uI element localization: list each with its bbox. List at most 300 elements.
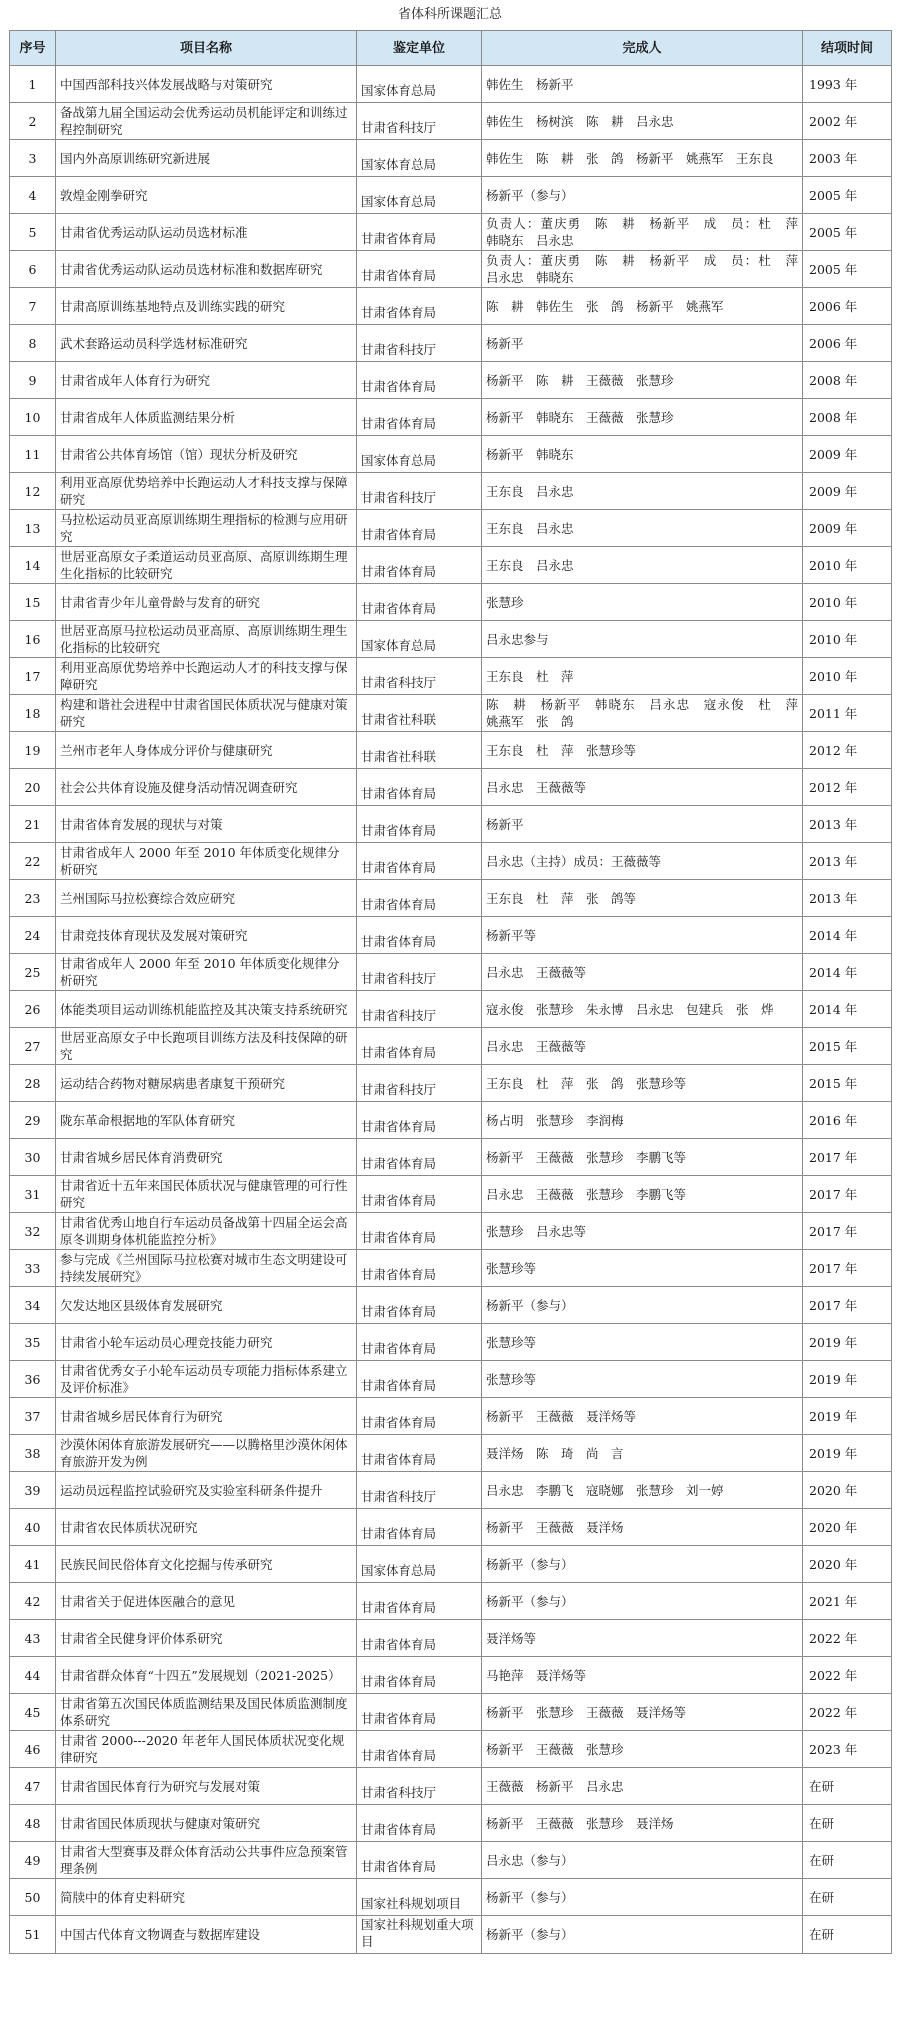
row-number-cell: 26 <box>10 991 56 1028</box>
completers-cell: 张慧珍等 <box>482 1250 803 1287</box>
table-row <box>10 1472 892 1509</box>
completers-cell: 韩佐生 杨树滨 陈 耕 吕永忠 <box>482 103 803 140</box>
row-number-cell: 27 <box>10 1028 56 1065</box>
table-row <box>10 103 892 140</box>
row-number-cell: 29 <box>10 1102 56 1139</box>
completers-cell: 王东良 吕永忠 <box>482 547 803 584</box>
project-name-cell: 敦煌金刚拳研究 <box>56 177 357 214</box>
row-number-cell: 39 <box>10 1472 56 1509</box>
completers-cell: 陈 耕 韩佐生 张 鸽 杨新平 姚燕军 <box>482 288 803 325</box>
row-number-cell: 16 <box>10 621 56 658</box>
appraisal-unit-cell: 甘肃省体育局 <box>357 1139 482 1176</box>
project-name-cell: 甘肃省青少年儿童骨龄与发育的研究 <box>56 584 357 621</box>
completers-cell: 张慧珍等 <box>482 1324 803 1361</box>
completers-cell: 杨新平 王薇薇 聂洋炀 <box>482 1509 803 1546</box>
appraisal-unit-cell: 甘肃省体育局 <box>357 1287 482 1324</box>
project-name-cell: 甘肃省成年人体质监测结果分析 <box>56 399 357 436</box>
row-number-cell: 11 <box>10 436 56 473</box>
completion-year-cell: 2015 年 <box>803 1028 892 1065</box>
completers-cell: 王东良 杜 萍 张慧珍等 <box>482 732 803 769</box>
project-name-cell: 欠发达地区县级体育发展研究 <box>56 1287 357 1324</box>
completion-year-cell: 2023 年 <box>803 1731 892 1768</box>
row-number-cell: 33 <box>10 1250 56 1287</box>
table-row <box>10 732 892 769</box>
table-row <box>10 510 892 547</box>
header-year: 结项时间 <box>803 31 892 66</box>
completion-year-cell: 2022 年 <box>803 1620 892 1657</box>
completion-year-cell: 2006 年 <box>803 288 892 325</box>
completers-cell: 韩佐生 陈 耕 张 鸽 杨新平 姚燕军 王东良 <box>482 140 803 177</box>
project-name-cell: 中国古代体育文物调查与数据库建设 <box>56 1916 357 1954</box>
completion-year-cell: 在研 <box>803 1842 892 1879</box>
project-name-cell: 甘肃省优秀山地自行车运动员备战第十四届全运会高原冬训期身体机能监控分析》 <box>56 1213 357 1250</box>
project-name-cell: 社会公共体育设施及健身活动情况调查研究 <box>56 769 357 806</box>
completers-cell: 杨占明 张慧珍 李润梅 <box>482 1102 803 1139</box>
row-number-cell: 51 <box>10 1916 56 1954</box>
row-number-cell: 20 <box>10 769 56 806</box>
appraisal-unit-cell: 甘肃省科技厅 <box>357 658 482 695</box>
completers-cell: 杨新平（参与） <box>482 1583 803 1620</box>
row-number-cell: 10 <box>10 399 56 436</box>
row-number-cell: 34 <box>10 1287 56 1324</box>
row-number-cell: 12 <box>10 473 56 510</box>
project-name-cell: 世居亚高原马拉松运动员亚高原、高原训练期生理生化指标的比较研究 <box>56 621 357 658</box>
completers-cell: 张慧珍等 <box>482 1361 803 1398</box>
completion-year-cell: 在研 <box>803 1768 892 1805</box>
project-name-cell: 甘肃竞技体育现状及发展对策研究 <box>56 917 357 954</box>
completion-year-cell: 2019 年 <box>803 1324 892 1361</box>
completers-cell: 杨新平 <box>482 325 803 362</box>
completion-year-cell: 2017 年 <box>803 1287 892 1324</box>
table-row <box>10 399 892 436</box>
table-row <box>10 362 892 399</box>
row-number-cell: 15 <box>10 584 56 621</box>
completers-cell: 杨新平（参与） <box>482 1546 803 1583</box>
appraisal-unit-cell: 甘肃省体育局 <box>357 547 482 584</box>
completers-cell: 王东良 吕永忠 <box>482 473 803 510</box>
table-row <box>10 843 892 880</box>
project-name-cell: 甘肃省城乡居民体育行为研究 <box>56 1398 357 1435</box>
table-row <box>10 880 892 917</box>
table-row <box>10 1176 892 1213</box>
completers-cell: 陈 耕 杨新平 韩晓东 吕永忠 寇永俊 杜 萍 姚燕军 张 鸽 <box>482 695 803 732</box>
table-body <box>10 66 892 1954</box>
row-number-cell: 32 <box>10 1213 56 1250</box>
appraisal-unit-cell: 甘肃省体育局 <box>357 288 482 325</box>
table-row <box>10 1435 892 1472</box>
completion-year-cell: 2016 年 <box>803 1102 892 1139</box>
table-row <box>10 917 892 954</box>
completion-year-cell: 2017 年 <box>803 1213 892 1250</box>
completers-cell: 张慧珍 吕永忠等 <box>482 1213 803 1250</box>
appraisal-unit-cell: 甘肃省体育局 <box>357 1657 482 1694</box>
table-row <box>10 806 892 843</box>
completion-year-cell: 2013 年 <box>803 843 892 880</box>
table-row <box>10 547 892 584</box>
row-number-cell: 18 <box>10 695 56 732</box>
row-number-cell: 22 <box>10 843 56 880</box>
appraisal-unit-cell: 甘肃省科技厅 <box>357 103 482 140</box>
table-row <box>10 658 892 695</box>
project-name-cell: 兰州国际马拉松赛综合效应研究 <box>56 880 357 917</box>
table-row <box>10 473 892 510</box>
project-name-cell: 甘肃省全民健身评价体系研究 <box>56 1620 357 1657</box>
row-number-cell: 13 <box>10 510 56 547</box>
appraisal-unit-cell: 甘肃省体育局 <box>357 1583 482 1620</box>
project-name-cell: 甘肃省公共体育场馆（馆）现状分析及研究 <box>56 436 357 473</box>
appraisal-unit-cell: 甘肃省体育局 <box>357 251 482 288</box>
row-number-cell: 19 <box>10 732 56 769</box>
completers-cell: 吕永忠（参与） <box>482 1842 803 1879</box>
appraisal-unit-cell: 甘肃省体育局 <box>357 1361 482 1398</box>
completion-year-cell: 2014 年 <box>803 991 892 1028</box>
completers-cell: 吕永忠 李鹏飞 寇晓娜 张慧珍 刘一婷 <box>482 1472 803 1509</box>
project-name-cell: 甘肃省成年人 2000 年至 2010 年体质变化规律分析研究 <box>56 954 357 991</box>
table-row <box>10 251 892 288</box>
completion-year-cell: 2019 年 <box>803 1398 892 1435</box>
table-row <box>10 695 892 732</box>
appraisal-unit-cell: 甘肃省体育局 <box>357 1435 482 1472</box>
header-name: 项目名称 <box>56 31 357 66</box>
table-row <box>10 621 892 658</box>
project-name-cell: 参与完成《兰州国际马拉松赛对城市生态文明建设可持续发展研究》 <box>56 1250 357 1287</box>
completers-cell: 杨新平（参与） <box>482 1916 803 1954</box>
appraisal-unit-cell: 甘肃省体育局 <box>357 917 482 954</box>
completion-year-cell: 2017 年 <box>803 1139 892 1176</box>
appraisal-unit-cell: 国家体育总局 <box>357 140 482 177</box>
project-name-cell: 世居亚高原女子中长跑项目训练方法及科技保障的研究 <box>56 1028 357 1065</box>
row-number-cell: 14 <box>10 547 56 584</box>
completion-year-cell: 2009 年 <box>803 436 892 473</box>
row-number-cell: 7 <box>10 288 56 325</box>
row-number-cell: 24 <box>10 917 56 954</box>
table-caption: 省体科所课题汇总 <box>397 7 502 22</box>
project-name-cell: 陇东革命根据地的军队体育研究 <box>56 1102 357 1139</box>
row-number-cell: 42 <box>10 1583 56 1620</box>
table-row <box>10 177 892 214</box>
completion-year-cell: 2019 年 <box>803 1361 892 1398</box>
completers-cell: 杨新平 张慧珍 王薇薇 聂洋炀等 <box>482 1694 803 1731</box>
completers-cell: 杨新平等 <box>482 917 803 954</box>
table-row <box>10 1102 892 1139</box>
row-number-cell: 1 <box>10 66 56 103</box>
appraisal-unit-cell: 国家体育总局 <box>357 1546 482 1583</box>
project-name-cell: 简牍中的体育史料研究 <box>56 1879 357 1916</box>
table-row <box>10 1213 892 1250</box>
table-header-row <box>10 31 892 66</box>
project-name-cell: 甘肃高原训练基地特点及训练实践的研究 <box>56 288 357 325</box>
completers-cell: 杨新平 陈 耕 王薇薇 张慧珍 <box>482 362 803 399</box>
project-name-cell: 运动结合药物对糖尿病患者康复干预研究 <box>56 1065 357 1102</box>
table-row <box>10 1509 892 1546</box>
appraisal-unit-cell: 甘肃省科技厅 <box>357 1065 482 1102</box>
appraisal-unit-cell: 甘肃省体育局 <box>357 1176 482 1213</box>
completion-year-cell: 2014 年 <box>803 917 892 954</box>
table-row <box>10 1879 892 1916</box>
row-number-cell: 49 <box>10 1842 56 1879</box>
appraisal-unit-cell: 甘肃省社科联 <box>357 732 482 769</box>
table-row <box>10 1694 892 1731</box>
row-number-cell: 46 <box>10 1731 56 1768</box>
table-row <box>10 1546 892 1583</box>
appraisal-unit-cell: 甘肃省体育局 <box>357 806 482 843</box>
header-unit: 鉴定单位 <box>357 31 482 66</box>
completers-cell: 王东良 杜 萍 <box>482 658 803 695</box>
project-name-cell: 甘肃省城乡居民体育消费研究 <box>56 1139 357 1176</box>
appraisal-unit-cell: 甘肃省体育局 <box>357 1805 482 1842</box>
completion-year-cell: 2010 年 <box>803 547 892 584</box>
table-row <box>10 1287 892 1324</box>
completion-year-cell: 2009 年 <box>803 510 892 547</box>
completion-year-cell: 2013 年 <box>803 880 892 917</box>
project-name-cell: 民族民间民俗体育文化挖掘与传承研究 <box>56 1546 357 1583</box>
completers-cell: 杨新平 王薇薇 张慧珍 <box>482 1731 803 1768</box>
row-number-cell: 50 <box>10 1879 56 1916</box>
project-name-cell: 利用亚高原优势培养中长跑运动人才的科技支撑与保障研究 <box>56 658 357 695</box>
completers-cell: 吕永忠（主持）成员：王薇薇等 <box>482 843 803 880</box>
row-number-cell: 44 <box>10 1657 56 1694</box>
appraisal-unit-cell: 甘肃省科技厅 <box>357 1472 482 1509</box>
header-no: 序号 <box>10 31 56 66</box>
completers-cell: 吕永忠 王薇薇等 <box>482 769 803 806</box>
row-number-cell: 28 <box>10 1065 56 1102</box>
appraisal-unit-cell: 国家体育总局 <box>357 436 482 473</box>
completers-cell: 杨新平（参与） <box>482 177 803 214</box>
completers-cell: 杨新平 王薇薇 张慧珍 李鹏飞等 <box>482 1139 803 1176</box>
table-row <box>10 1731 892 1768</box>
appraisal-unit-cell: 甘肃省科技厅 <box>357 991 482 1028</box>
completion-year-cell: 2020 年 <box>803 1546 892 1583</box>
project-name-cell: 甘肃省优秀运动队运动员选材标准和数据库研究 <box>56 251 357 288</box>
completion-year-cell: 2011 年 <box>803 695 892 732</box>
table-row <box>10 214 892 251</box>
row-number-cell: 43 <box>10 1620 56 1657</box>
row-number-cell: 30 <box>10 1139 56 1176</box>
appraisal-unit-cell: 甘肃省体育局 <box>357 1731 482 1768</box>
completers-cell: 负责人：董庆勇 陈 耕 杨新平 成 员：杜 萍 韩晓东 吕永忠 <box>482 214 803 251</box>
appraisal-unit-cell: 甘肃省体育局 <box>357 510 482 547</box>
project-name-cell: 甘肃省优秀运动队运动员选材标准 <box>56 214 357 251</box>
project-name-cell: 甘肃省第五次国民体质监测结果及国民体质监测制度体系研究 <box>56 1694 357 1731</box>
completers-cell: 杨新平 <box>482 806 803 843</box>
project-name-cell: 兰州市老年人身体成分评价与健康研究 <box>56 732 357 769</box>
table-row <box>10 1324 892 1361</box>
completion-year-cell: 2005 年 <box>803 177 892 214</box>
completers-cell: 吕永忠参与 <box>482 621 803 658</box>
appraisal-unit-cell: 甘肃省体育局 <box>357 1842 482 1879</box>
appraisal-unit-cell: 甘肃省体育局 <box>357 214 482 251</box>
row-number-cell: 5 <box>10 214 56 251</box>
completers-cell: 杨新平 韩晓东 王薇薇 张慧珍 <box>482 399 803 436</box>
project-name-cell: 中国西部科技兴体发展战略与对策研究 <box>56 66 357 103</box>
row-number-cell: 8 <box>10 325 56 362</box>
completion-year-cell: 2019 年 <box>803 1435 892 1472</box>
table-row <box>10 1620 892 1657</box>
row-number-cell: 47 <box>10 1768 56 1805</box>
row-number-cell: 38 <box>10 1435 56 1472</box>
appraisal-unit-cell: 甘肃省体育局 <box>357 1509 482 1546</box>
completers-cell: 马艳萍 聂洋炀等 <box>482 1657 803 1694</box>
completion-year-cell: 2020 年 <box>803 1472 892 1509</box>
appraisal-unit-cell: 国家社科规划重大项目 <box>357 1916 482 1954</box>
completion-year-cell: 在研 <box>803 1879 892 1916</box>
appraisal-unit-cell: 甘肃省社科联 <box>357 695 482 732</box>
completers-cell: 杨新平 王薇薇 聂洋炀等 <box>482 1398 803 1435</box>
table-row <box>10 1805 892 1842</box>
completion-year-cell: 2020 年 <box>803 1509 892 1546</box>
completers-cell: 吕永忠 王薇薇等 <box>482 1028 803 1065</box>
appraisal-unit-cell: 甘肃省体育局 <box>357 843 482 880</box>
appraisal-unit-cell: 甘肃省体育局 <box>357 1028 482 1065</box>
completion-year-cell: 2012 年 <box>803 769 892 806</box>
row-number-cell: 35 <box>10 1324 56 1361</box>
row-number-cell: 36 <box>10 1361 56 1398</box>
completion-year-cell: 2017 年 <box>803 1176 892 1213</box>
completers-cell: 杨新平（参与） <box>482 1879 803 1916</box>
table-row <box>10 991 892 1028</box>
table-row <box>10 1139 892 1176</box>
project-name-cell: 甘肃省 2000---2020 年老年人国民体质状况变化规律研究 <box>56 1731 357 1768</box>
appraisal-unit-cell: 甘肃省科技厅 <box>357 325 482 362</box>
project-name-cell: 甘肃省群众体育“十四五”发展规划（2021-2025） <box>56 1657 357 1694</box>
completers-cell: 杨新平 王薇薇 张慧珍 聂洋炀 <box>482 1805 803 1842</box>
project-name-cell: 运动员远程监控试验研究及实验室科研条件提升 <box>56 1472 357 1509</box>
project-name-cell: 甘肃省成年人体育行为研究 <box>56 362 357 399</box>
row-number-cell: 41 <box>10 1546 56 1583</box>
completion-year-cell: 1993 年 <box>803 66 892 103</box>
row-number-cell: 17 <box>10 658 56 695</box>
row-number-cell: 9 <box>10 362 56 399</box>
completers-cell: 王东良 吕永忠 <box>482 510 803 547</box>
project-name-cell: 甘肃省近十五年来国民体质状况与健康管理的可行性研究 <box>56 1176 357 1213</box>
table-row <box>10 288 892 325</box>
table-row <box>10 1768 892 1805</box>
table-row <box>10 1250 892 1287</box>
project-name-cell: 国内外高原训练研究新进展 <box>56 140 357 177</box>
project-name-cell: 甘肃省大型赛事及群众体育活动公共事件应急预案管理条例 <box>56 1842 357 1879</box>
table-row <box>10 1657 892 1694</box>
completion-year-cell: 2010 年 <box>803 621 892 658</box>
project-name-cell: 甘肃省体育发展的现状与对策 <box>56 806 357 843</box>
table-row <box>10 140 892 177</box>
appraisal-unit-cell: 甘肃省体育局 <box>357 399 482 436</box>
appraisal-unit-cell: 甘肃省体育局 <box>357 1250 482 1287</box>
table-row <box>10 1583 892 1620</box>
project-name-cell: 备战第九届全国运动会优秀运动员机能评定和训练过程控制研究 <box>56 103 357 140</box>
table-row <box>10 1065 892 1102</box>
completion-year-cell: 2015 年 <box>803 1065 892 1102</box>
row-number-cell: 25 <box>10 954 56 991</box>
appraisal-unit-cell: 国家体育总局 <box>357 177 482 214</box>
completers-cell: 聂洋炀 陈 琦 尚 言 <box>482 1435 803 1472</box>
completers-cell: 张慧珍 <box>482 584 803 621</box>
appraisal-unit-cell: 甘肃省体育局 <box>357 584 482 621</box>
header-person: 完成人 <box>482 31 803 66</box>
row-number-cell: 48 <box>10 1805 56 1842</box>
project-name-cell: 沙漠休闲体育旅游发展研究——以腾格里沙漠休闲体育旅游开发为例 <box>56 1435 357 1472</box>
row-number-cell: 2 <box>10 103 56 140</box>
completion-year-cell: 在研 <box>803 1805 892 1842</box>
completion-year-cell: 2010 年 <box>803 658 892 695</box>
appraisal-unit-cell: 甘肃省体育局 <box>357 1620 482 1657</box>
completion-year-cell: 2003 年 <box>803 140 892 177</box>
completers-cell: 杨新平（参与） <box>482 1287 803 1324</box>
completion-year-cell: 2022 年 <box>803 1694 892 1731</box>
appraisal-unit-cell: 甘肃省体育局 <box>357 1398 482 1435</box>
completion-year-cell: 2013 年 <box>803 806 892 843</box>
project-name-cell: 甘肃省国民体质现状与健康对策研究 <box>56 1805 357 1842</box>
completion-year-cell: 2002 年 <box>803 103 892 140</box>
table-row <box>10 1028 892 1065</box>
completion-year-cell: 2012 年 <box>803 732 892 769</box>
appraisal-unit-cell: 甘肃省科技厅 <box>357 473 482 510</box>
row-number-cell: 3 <box>10 140 56 177</box>
table-row <box>10 769 892 806</box>
completion-year-cell: 2010 年 <box>803 584 892 621</box>
completers-cell: 王东良 杜 萍 张 鸽等 <box>482 880 803 917</box>
completion-year-cell: 2008 年 <box>803 399 892 436</box>
completers-cell: 吕永忠 王薇薇等 <box>482 954 803 991</box>
completers-cell: 韩佐生 杨新平 <box>482 66 803 103</box>
completion-year-cell: 2014 年 <box>803 954 892 991</box>
project-name-cell: 甘肃省关于促进体医融合的意见 <box>56 1583 357 1620</box>
completers-cell: 杨新平 韩晓东 <box>482 436 803 473</box>
project-name-cell: 甘肃省成年人 2000 年至 2010 年体质变化规律分析研究 <box>56 843 357 880</box>
row-number-cell: 40 <box>10 1509 56 1546</box>
completion-year-cell: 2009 年 <box>803 473 892 510</box>
appraisal-unit-cell: 甘肃省体育局 <box>357 880 482 917</box>
project-name-cell: 武术套路运动员科学选材标准研究 <box>56 325 357 362</box>
appraisal-unit-cell: 甘肃省体育局 <box>357 1324 482 1361</box>
completion-year-cell: 2005 年 <box>803 251 892 288</box>
completers-cell: 王薇薇 杨新平 吕永忠 <box>482 1768 803 1805</box>
table-row <box>10 436 892 473</box>
project-name-cell: 体能类项目运动训练机能监控及其决策支持系统研究 <box>56 991 357 1028</box>
table-row <box>10 1916 892 1954</box>
completers-cell: 王东良 杜 萍 张 鸽 张慧珍等 <box>482 1065 803 1102</box>
appraisal-unit-cell: 甘肃省体育局 <box>357 769 482 806</box>
project-name-cell: 世居亚高原女子柔道运动员亚高原、高原训练期生理生化指标的比较研究 <box>56 547 357 584</box>
appraisal-unit-cell: 甘肃省科技厅 <box>357 954 482 991</box>
table-row <box>10 325 892 362</box>
row-number-cell: 6 <box>10 251 56 288</box>
table-row <box>10 584 892 621</box>
appraisal-unit-cell: 甘肃省体育局 <box>357 362 482 399</box>
appraisal-unit-cell: 甘肃省体育局 <box>357 1213 482 1250</box>
completion-year-cell: 2006 年 <box>803 325 892 362</box>
project-name-cell: 甘肃省农民体质状况研究 <box>56 1509 357 1546</box>
completers-cell: 寇永俊 张慧珍 朱永博 吕永忠 包建兵 张 烨 <box>482 991 803 1028</box>
completion-year-cell: 在研 <box>803 1916 892 1954</box>
table-row <box>10 1398 892 1435</box>
completers-cell: 聂洋炀等 <box>482 1620 803 1657</box>
table-row <box>10 1842 892 1879</box>
completion-year-cell: 2005 年 <box>803 214 892 251</box>
row-number-cell: 31 <box>10 1176 56 1213</box>
completion-year-cell: 2008 年 <box>803 362 892 399</box>
row-number-cell: 23 <box>10 880 56 917</box>
row-number-cell: 4 <box>10 177 56 214</box>
appraisal-unit-cell: 国家体育总局 <box>357 621 482 658</box>
completion-year-cell: 2017 年 <box>803 1250 892 1287</box>
project-name-cell: 甘肃省国民体育行为研究与发展对策 <box>56 1768 357 1805</box>
appraisal-unit-cell: 甘肃省科技厅 <box>357 1768 482 1805</box>
row-number-cell: 45 <box>10 1694 56 1731</box>
project-name-cell: 甘肃省小轮车运动员心理竞技能力研究 <box>56 1324 357 1361</box>
appraisal-unit-cell: 国家体育总局 <box>357 66 482 103</box>
project-name-cell: 甘肃省优秀女子小轮车运动员专项能力指标体系建立及评价标准》 <box>56 1361 357 1398</box>
row-number-cell: 37 <box>10 1398 56 1435</box>
